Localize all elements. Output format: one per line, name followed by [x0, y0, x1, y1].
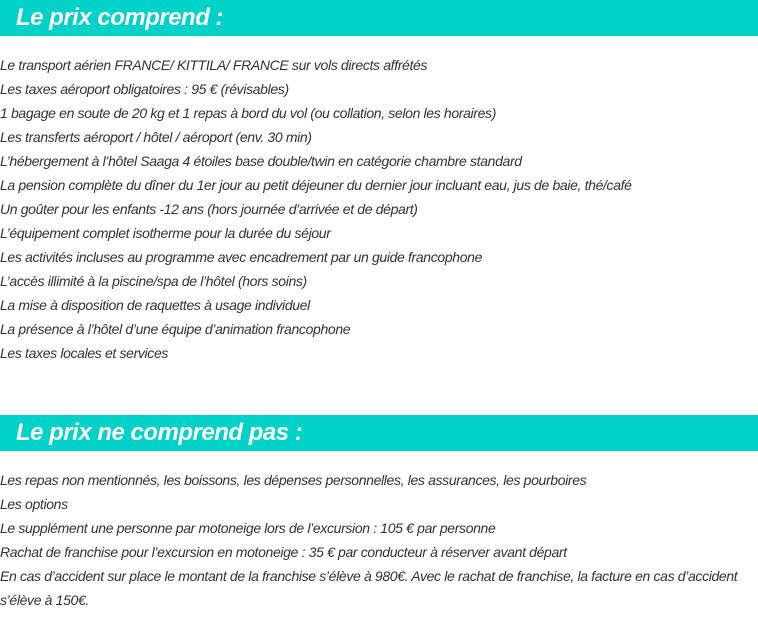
list-item: La mise à disposition de raquettes à usage individuel [0, 297, 310, 313]
excluded-list [0, 468, 758, 612]
list-item: La pension complète du dîner du 1er jour au petit déjeuner du dernier jour incluant eau, jus de baie, thé/café [0, 177, 632, 193]
list-item: En cas d’accident sur place le montant de la franchise s’élève à 980€. Avec le rachat de franchise, la facture en cas d’accident s’élève à 150€. [0, 568, 738, 608]
list-item: Rachat de franchise pour l’excursion en motoneige : 35 € par conducteur à réserver avant départ [0, 544, 567, 560]
section-header-included [0, 0, 758, 36]
section-title: Le prix comprend : [16, 4, 224, 31]
list-item: Le supplément une personne par motoneige lors de l’excursion : 105 € par personne [0, 520, 496, 536]
list-item: Les taxes aéroport obligatoires : 95 € (révisables) [0, 81, 289, 97]
section-title: Le prix ne comprend pas : [16, 419, 303, 446]
list-item: La présence à l’hôtel d’une équipe d’animation francophone [0, 321, 351, 337]
list-item: L’hébergement à l’hôtel Saaga 4 étoiles base double/twin en catégorie chambre standard [0, 153, 522, 169]
list-item: 1 bagage en soute de 20 kg et 1 repas à bord du vol (ou collation, selon les horaires) [0, 105, 497, 121]
list-item: L’accès illimité à la piscine/spa de l’hôtel (hors soins) [0, 273, 307, 289]
included-list [0, 53, 758, 365]
list-item: Les options [0, 496, 68, 512]
list-item: Les activités incluses au programme avec encadrement par un guide francophone [0, 249, 483, 265]
list-item: Les repas non mentionnés, les boissons, les dépenses personnelles, les assurances, les pourboires [0, 472, 587, 488]
list-item: Les transferts aéroport / hôtel / aéroport (env. 30 min) [0, 129, 312, 145]
list-item: L’équipement complet isotherme pour la durée du séjour [0, 225, 331, 241]
section-header-excluded [0, 415, 758, 451]
list-item: Le transport aérien FRANCE/ KITTILA/ FRANCE sur vols directs affrétés [0, 57, 428, 73]
list-item: Un goûter pour les enfants -12 ans (hors journée d’arrivée et de départ) [0, 201, 418, 217]
list-item: Les taxes locales et services [0, 345, 169, 361]
